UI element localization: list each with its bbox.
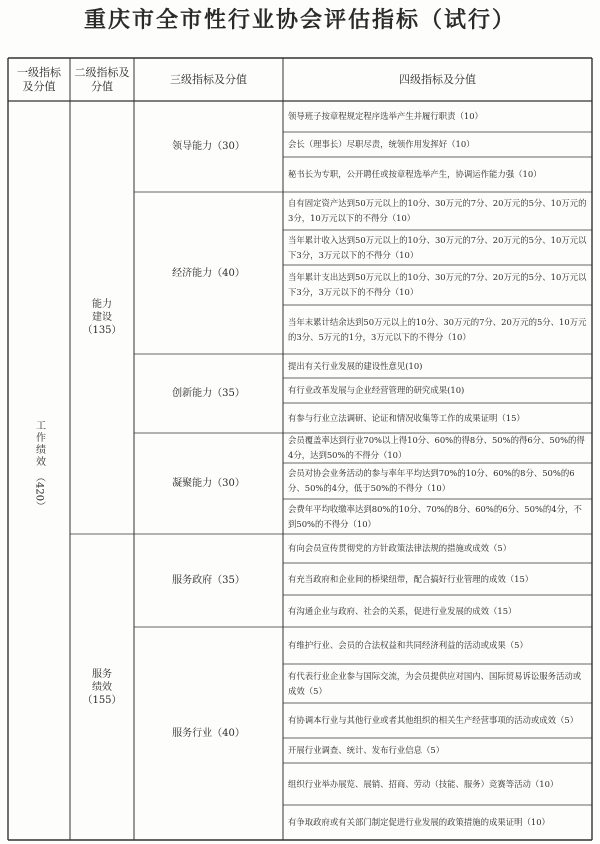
- level4-cell: 领导班子按章程规定程序选举产生并履行职责（10）: [288, 111, 483, 121]
- level4-cell: 有沟通企业与政府、社会的关系，促进行业发展的成效（15）: [288, 605, 517, 616]
- level1-name: 工作绩效: [33, 420, 45, 468]
- level4-cell: 有充当政府和企业间的桥梁纽带，配合搞好行业管理的成效（15）: [288, 573, 534, 584]
- level4-cell: 有争取政府或有关部门制定促进行业发展的政策措施的成果证明（10）: [288, 817, 550, 827]
- level2-score: （155）: [82, 694, 122, 706]
- level2-score: （135）: [82, 325, 122, 336]
- page-title: 重庆市全市性行业协会评估指标（试行）: [83, 7, 516, 33]
- level3-cell: 服务政府（35）: [172, 575, 245, 586]
- level3-cell: 创新能力（35）: [172, 388, 245, 399]
- level4-cell: 有维护行业、会员的合法权益和共同经济利益的活动或成果（5）: [288, 640, 528, 650]
- header-level2: 二级指标及分值: [74, 65, 130, 93]
- level4-cell: 自有固定资产达到50万元以上的10分、30万元的7分、20万元的5分、10万元的3分，10万元以下的不得分（10）: [288, 198, 587, 223]
- level4-cell: 有参与行业立法调研、论证和情况收集等工作的成果证明（15）: [288, 412, 525, 423]
- level2-name: 服务绩效: [92, 668, 112, 693]
- level3-cell: 服务行业（40）: [172, 728, 245, 739]
- level2-cell: [70, 668, 134, 707]
- header-level3: 三级指标及分值: [170, 72, 247, 86]
- level2-name: 能力建设: [92, 299, 112, 323]
- level4-cell: 组织行业举办展览、展销、招商、劳动（技能、服务）竞赛等活动（10）: [288, 778, 559, 789]
- level4-cell: 有行业改革发展与企业经营管理的研究成果(10): [288, 385, 465, 395]
- header-level1: 一级指标及分值: [17, 65, 61, 93]
- level4-cell: 有向会员宣传贯彻党的方针政策法律法规的措施或成效（5）: [288, 543, 512, 553]
- level4-cell: 会费年平均收缴率达到80%的10分、70%的8分、60%的6分、50%的4分，不到50%的不得分（10）: [288, 503, 582, 529]
- level4-cell: 开展行业调查、统计、发布行业信息（5）: [288, 745, 445, 755]
- header-level4: 四级指标及分值: [399, 72, 476, 86]
- level4-cell: 会员对协会业务活动的参与率年平均达到70%的10分、60%的8分、50%的6分、50%的4分，低于50%的不得分（10）: [288, 468, 575, 493]
- level2-cell: [70, 298, 134, 337]
- level3-cell: 经济能力（40）: [172, 267, 245, 279]
- level4-cell: 秘书长为专职，公开聘任或按章程选举产生，协调运作能力强（10）: [288, 169, 542, 179]
- level4-cell: 当年累计收入达到50万元以上的10分、30万元的7分、20万元的5分、10万元以下3分，3万元以下的不得分（10）: [288, 234, 587, 260]
- level1-cell: [8, 420, 70, 511]
- level1-score: （420）: [33, 472, 45, 512]
- level4-cell: 会长（理事长）尽职尽责，统领作用发挥好（10）: [288, 139, 475, 149]
- level4-cell: 当年累计支出达到50万元以上的10分、30万元的7分、20万元的5分、10万元以下3分，3万元以下的不得分（10）: [288, 272, 587, 297]
- level4-cell: 有协调本行业与其他行业或者其他组织的相关生产经营事项的活动或成效（5）: [288, 715, 579, 725]
- level4-cell: 提出有关行业发展的建设性意见(10): [288, 360, 423, 371]
- level4-cell: 有代表行业企业参与国际交流，为会员提供应对国内、国际贸易诉讼服务活动或成效（5）: [288, 670, 582, 696]
- level4-cell: 当年末累计结余达到50万元以上的10分、30万元的7分、20万元的5分、10万元的3分、5万元的1分，3万元以下的不得分（10）: [288, 316, 587, 342]
- level3-cell: 领导能力（30）: [172, 141, 245, 152]
- level4-cell: 会员覆盖率达到行业70%以上得10分、60%的得8分、50%的得6分、50%的得4分，达到50%的不得分（10）: [288, 435, 585, 460]
- level3-cell: 凝聚能力（30）: [172, 478, 245, 489]
